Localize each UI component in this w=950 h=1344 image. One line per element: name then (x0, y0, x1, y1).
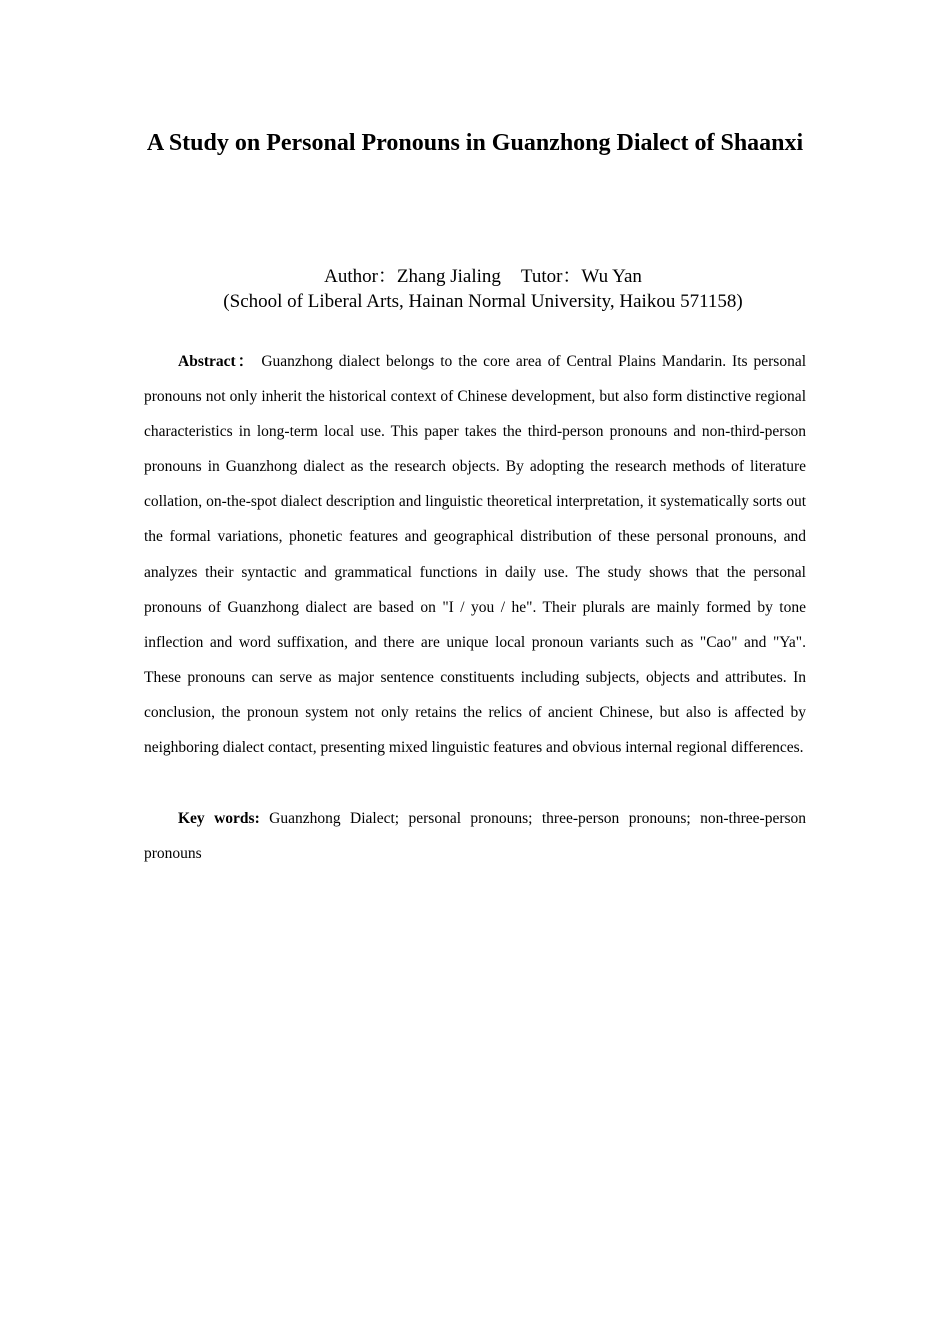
author-name: Zhang Jialing (396, 266, 501, 287)
abstract-paragraph (144, 344, 806, 765)
abstract-label: Abstract： (178, 353, 256, 370)
affiliation: (School of Liberal Arts, Hainan Normal University, Haikou 571158) (223, 291, 743, 312)
author-label: Author： (324, 266, 397, 287)
keywords-paragraph (144, 801, 806, 871)
tutor-name: Wu Yan (581, 266, 642, 287)
paper-title: A Study on Personal Pronouns in Guanzhong Dialect of Shaanxi (146, 130, 804, 156)
keywords-label: Key words: (178, 810, 260, 827)
keywords-text: Guanzhong Dialect; personal pronouns; three-person pronouns; non-three-person pronouns (144, 810, 807, 863)
tutor-label: Tutor： (520, 266, 582, 287)
author-line (100, 264, 866, 290)
abstract-text: Guanzhong dialect belongs to the core area of Central Plains Mandarin. Its personal pronouns not only inherit the historical context of Chinese development, but also form distinctive regional characteristics in long-term local use. This paper takes the third-person pronouns and non-third-person pronouns in Guanzhong dialect as the research objects. By adopting the research methods of literature collation, on-the-spot dialect description and linguistic theoretical interpretation, it systematically sorts out the formal variations, phonetic features and geographical distribution of these personal pronouns, and analyzes their syntactic and grammatical functions in daily use. The study shows that the personal pronouns of Guanzhong dialect are based on "I / you / he". Their plurals are mainly formed by tone inflection and word suffixation, and there are unique local pronoun variants such as "Cao" and "Ya". These pronouns can serve as major sentence constituents including subjects, objects and attributes. In conclusion, the pronoun system not only retains the relics of ancient Chinese, but also is affected by neighboring dialect contact, presenting mixed linguistic features and obvious internal regional differences. (144, 353, 807, 757)
